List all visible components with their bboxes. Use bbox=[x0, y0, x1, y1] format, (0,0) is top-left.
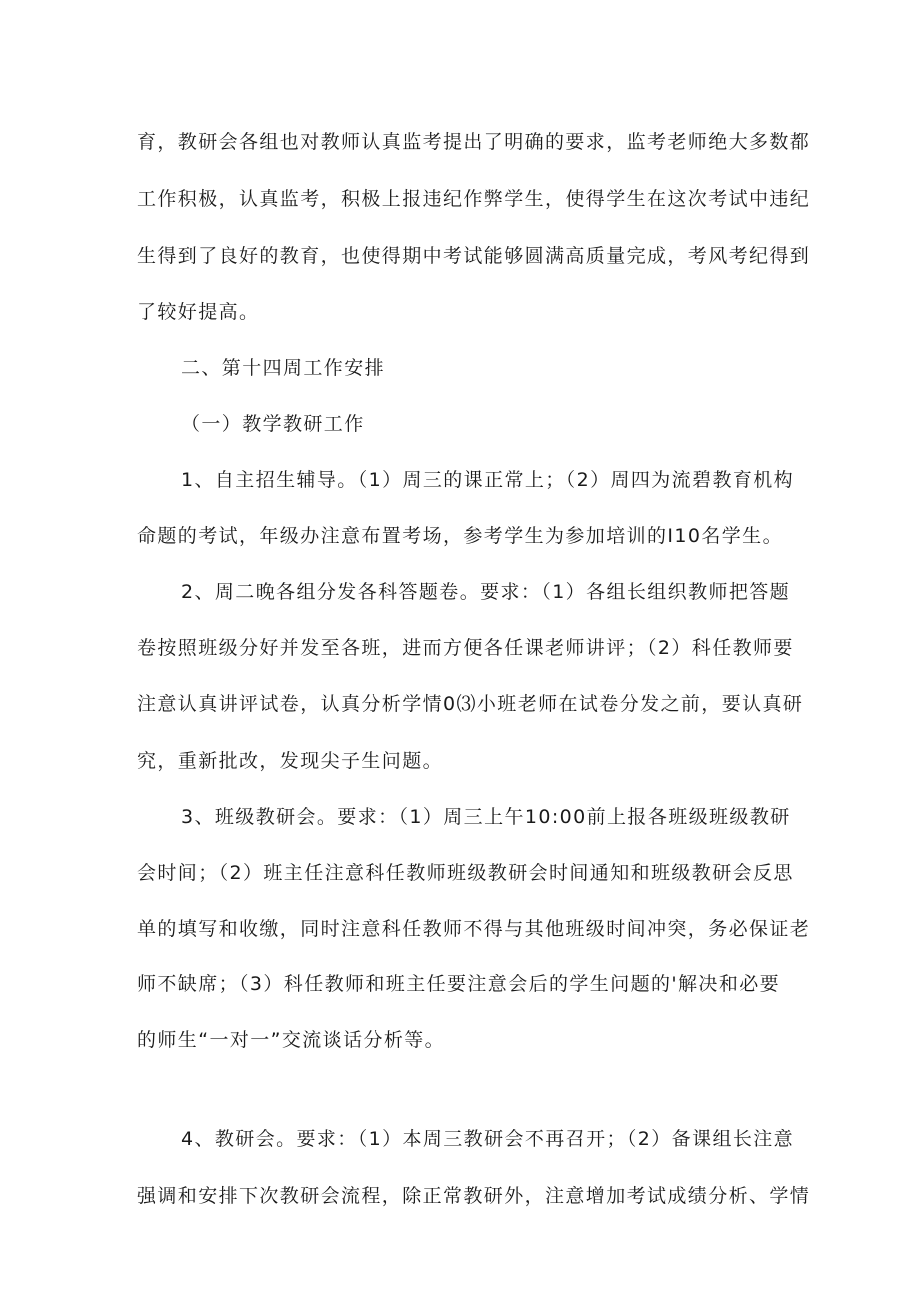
section-heading: 二、第十四周工作安排 bbox=[181, 357, 386, 379]
paragraph-line: 命题的考试，年级办注意布置考场，参考学生为参加培训的I10名学生。 bbox=[137, 525, 783, 547]
paragraph-line: 注意认真讲评试卷，认真分析学情0⑶小班老师在试卷分发之前，要认真研 bbox=[137, 693, 804, 715]
subsection-heading: （一）教学教研工作 bbox=[181, 413, 365, 435]
paragraph-line: 工作积极，认真监考，积极上报违纪作弊学生，使得学生在这次考试中违纪 bbox=[137, 188, 811, 210]
paragraph-line: 卷按照班级分好并发至各班，进而方便各任课老师讲评；（2）科任教师要 bbox=[137, 637, 794, 659]
paragraph-line: 4、教研会。要求：（1）本周三教研会不再召开；（2）备课组长注意 bbox=[181, 1128, 795, 1150]
paragraph-line: 3、班级教研会。要求：（1）周三上午10:00前上报各班级班级教研 bbox=[181, 806, 791, 828]
paragraph-line: 生得到了良好的教育，也使得期中考试能够圆满高质量完成，考风考纪得到 bbox=[137, 245, 811, 267]
paragraph-line: 单的填写和收缴，同时注意科任教师不得与其他班级时间冲突，务必保证老 bbox=[137, 918, 811, 940]
paragraph-line: 了较好提高。 bbox=[137, 301, 260, 323]
paragraph-line: 2、周二晚各组分发各科答题卷。要求：（1）各组长组织教师把答题 bbox=[181, 581, 791, 603]
paragraph-line: 师不缺席；（3）科任教师和班主任要注意会后的学生问题的'解决和必要 bbox=[137, 973, 781, 995]
paragraph-line: 育，教研会各组也对教师认真监考提出了明确的要求，监考老师绝大多数都 bbox=[137, 131, 811, 153]
paragraph-line: 会时间；（2）班主任注意科任教师班级教研会时间通知和班级教研会反思 bbox=[137, 862, 794, 884]
paragraph-line: 1、自主招生辅导。（1）周三的课正常上；（2）周四为流碧教育机构 bbox=[181, 469, 795, 491]
paragraph-line: 的师生“一对一”交流谈话分析等。 bbox=[137, 1029, 446, 1051]
paragraph-line: 究，重新批改，发现尖子生问题。 bbox=[137, 750, 444, 772]
paragraph-line: 强调和安排下次教研会流程，除正常教研外，注意增加考试成绩分析、学情 bbox=[137, 1185, 811, 1207]
